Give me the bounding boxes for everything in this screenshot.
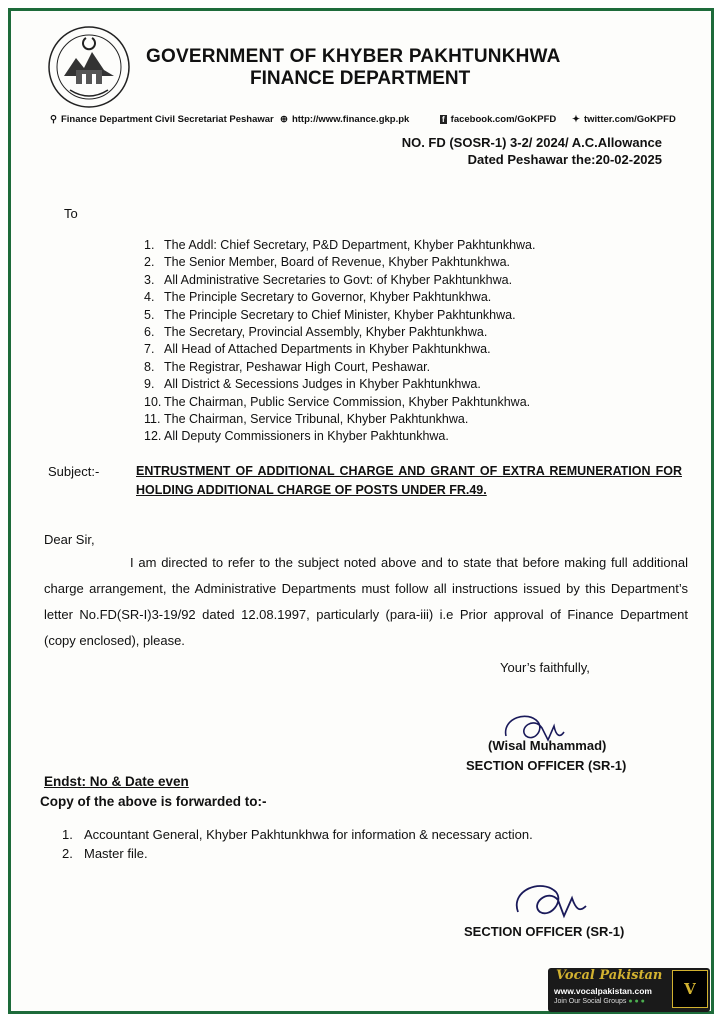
globe-icon: ⊕ bbox=[280, 114, 288, 125]
signatory-title-2: SECTION OFFICER (SR-1) bbox=[464, 924, 625, 939]
watermark-title: Vocal Pakistan bbox=[556, 968, 663, 983]
list-item: 11. The Chairman, Service Tribunal, Khyber Pakhtunkhwa. bbox=[144, 412, 469, 427]
list-item: 3. All Administrative Secretaries to Govt: of Khyber Pakhtunkhwa. bbox=[144, 272, 513, 287]
list-item: 7. All Head of Attached Departments in Khyber Pakhtunkhwa. bbox=[144, 342, 491, 357]
signatory-name: (Wisal Muhammad) bbox=[488, 738, 607, 753]
kp-government-logo bbox=[46, 24, 132, 110]
address-line: ⚲ Finance Department Civil Secretariat Peshawar bbox=[50, 114, 274, 125]
recipient-list bbox=[144, 237, 535, 446]
website-line[interactable]: ⊕ http://www.finance.gkp.pk bbox=[280, 114, 410, 125]
twitter-icon: ✦ bbox=[572, 114, 580, 125]
body-paragraph: I am directed to refer to the subject noted above and to state that before making full additional charge arrangement, the Administrative Departments must follow all instructions issued by this Department’s letter No.FD(SR-I)3-19/92 dated 12.08.1997, particularly (para-iii) i.e Prior approval of Finance Department (copy enclosed), please. bbox=[44, 555, 688, 648]
list-item: 2. The Senior Member, Board of Revenue, Khyber Pakhtunkhwa. bbox=[144, 255, 511, 270]
list-item: 9. All District & Secessions Judges in Khyber Pakhtunkhwa. bbox=[144, 377, 481, 392]
list-item: 6. The Secretary, Provincial Assembly, Khyber Pakhtunkhwa. bbox=[144, 325, 488, 340]
org-title: GOVERNMENT OF KHYBER PAKHTUNKHWA bbox=[146, 46, 561, 67]
list-item: 10. The Chairman, Public Service Commission, Khyber Pakhtunkhwa. bbox=[144, 394, 531, 409]
list-item: 1. Accountant General, Khyber Pakhtunkhwa for information & necessary action. bbox=[62, 827, 533, 842]
facebook-line[interactable]: f facebook.com/GoKPFD bbox=[442, 114, 557, 125]
reference-number: NO. FD (SOSR-1) 3-2/ 2024/ A.C.Allowance bbox=[401, 135, 662, 150]
list-item: 4. The Principle Secretary to Governor, Khyber Pakhtunkhwa. bbox=[144, 290, 492, 305]
endst-line: Endst: No & Date even bbox=[44, 774, 189, 789]
twitter-line[interactable]: ✦ twitter.com/GoKPFD bbox=[572, 114, 676, 125]
signature-image-2 bbox=[508, 872, 592, 932]
dated-line: Dated Peshawar the:20-02-2025 bbox=[467, 152, 662, 167]
vp-logo-icon: V bbox=[672, 970, 708, 1008]
signatory-title: SECTION OFFICER (SR-1) bbox=[466, 758, 627, 773]
subject-label: Subject:- bbox=[48, 464, 100, 479]
watermark-social: Join Our Social Groups ● ● ● bbox=[554, 998, 645, 1005]
subject-text: ENTRUSTMENT OF ADDITIONAL CHARGE AND GRANT OF EXTRA REMUNERATION FOR HOLDING ADDITIONAL CHARGE OF POSTS UNDER FR.49. bbox=[136, 464, 682, 497]
list-item: 8. The Registrar, Peshawar High Court, Peshawar. bbox=[144, 359, 431, 374]
list-item: 2. Master file. bbox=[62, 846, 148, 861]
salutation: Dear Sir, bbox=[44, 532, 95, 547]
list-item: 1. The Addl: Chief Secretary, P&D Department, Khyber Pakhtunkhwa. bbox=[144, 238, 536, 252]
facebook-icon: f bbox=[442, 115, 445, 124]
list-item: 12. All Deputy Commissioners in Khyber Pakhtunkhwa. bbox=[144, 429, 449, 444]
watermark-url[interactable]: www.vocalpakistan.com bbox=[554, 986, 652, 996]
list-item: 5. The Principle Secretary to Chief Minister, Khyber Pakhtunkhwa. bbox=[144, 307, 516, 322]
to-label: To bbox=[64, 206, 78, 221]
social-icons: ● ● ● bbox=[628, 998, 645, 1005]
closing: Your’s faithfully, bbox=[500, 660, 590, 675]
copy-list bbox=[62, 825, 533, 863]
copy-forward-label: Copy of the above is forwarded to:- bbox=[40, 794, 267, 809]
location-pin-icon: ⚲ bbox=[50, 114, 57, 125]
dept-title: FINANCE DEPARTMENT bbox=[250, 68, 471, 89]
